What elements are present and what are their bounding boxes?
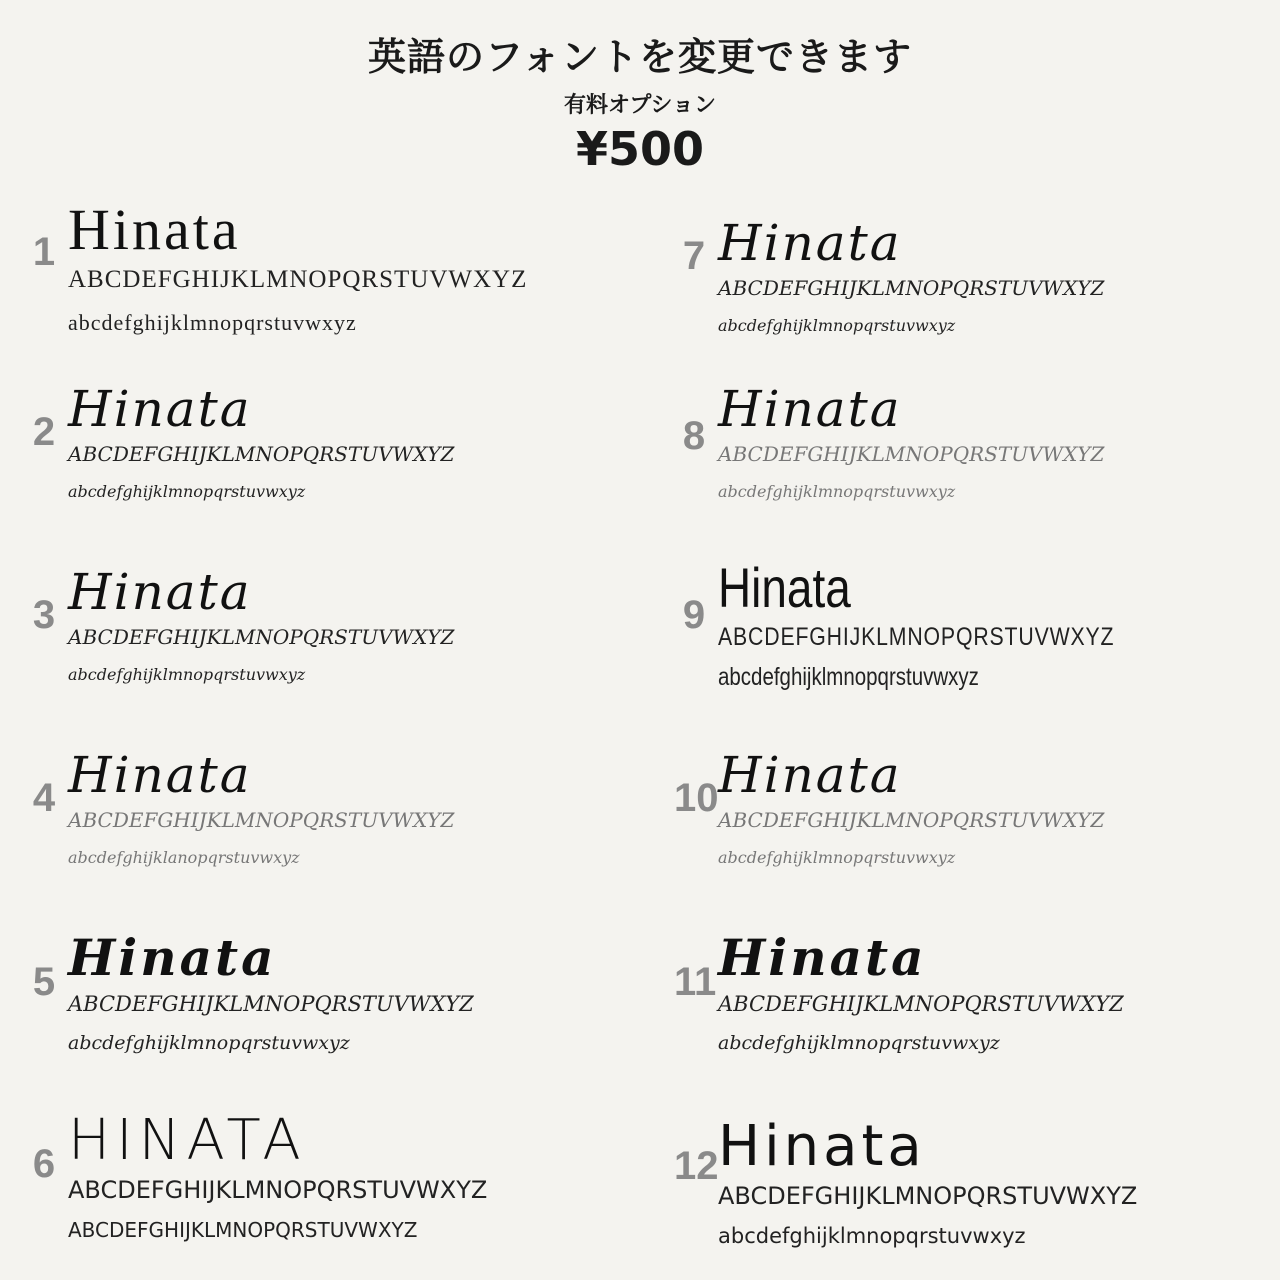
sample-lowercase: ABCDEFGHIJKLMNOPQRSTUVWXYZ — [68, 1218, 418, 1242]
sample-name: Hinata — [718, 928, 927, 987]
sample-lowercase: abcdefghijklmnopqrstuvwxyz — [718, 848, 956, 867]
font-sample-5[interactable] — [32, 912, 658, 1082]
sample-name: Hinata — [68, 563, 252, 621]
sample-name: HINATA — [68, 1108, 307, 1173]
sample-name: Hinata — [718, 380, 902, 438]
sample-number: 5 — [32, 960, 56, 1004]
font-sample-9[interactable] — [682, 545, 1280, 715]
sample-name: Hinata — [68, 197, 241, 262]
sample-uppercase: ABCDEFGHIJKLMNOPQRSTUVWXYZ — [68, 625, 455, 649]
sample-uppercase: ABCDEFGHIJKLMNOPQRSTUVWXYZ — [718, 992, 1124, 1016]
font-sample-7[interactable] — [682, 196, 1280, 366]
sample-name: Hinata — [718, 1114, 926, 1179]
font-sample-3[interactable] — [32, 545, 658, 715]
sample-lowercase: abcdefghijklanopqrstuvwxyz — [68, 848, 300, 867]
font-sample-8[interactable] — [682, 362, 1280, 532]
page-title: 英語のフォントを変更できます — [367, 35, 913, 79]
sample-number: 2 — [32, 410, 56, 454]
sample-name: Hinata — [68, 746, 252, 804]
sample-lowercase: abcdefghijklmnopqrstuvwxyz — [718, 663, 979, 691]
font-sample-1[interactable] — [32, 188, 658, 358]
sample-uppercase: ABCDEFGHIJKLMNOPQRSTUVWXYZ — [68, 808, 455, 832]
sample-uppercase: ABCDEFGHIJKLMNOPQRSTUVWXYZ — [68, 1176, 488, 1204]
sample-number: 11 — [674, 960, 717, 1004]
sample-lowercase: abcdefghijklmnopqrstuvwxyz — [68, 665, 306, 684]
sample-uppercase: ABCDEFGHIJKLMNOPQRSTUVWXYZ — [68, 442, 455, 466]
font-sample-10[interactable] — [674, 728, 1280, 898]
sample-number: 12 — [674, 1144, 719, 1188]
sample-uppercase: ABCDEFGHIJKLMNOPQRSTUVWXYZ — [68, 992, 474, 1016]
sample-name: Hinata — [68, 380, 252, 438]
font-sample-2[interactable] — [32, 362, 658, 532]
font-sample-6[interactable] — [32, 1094, 658, 1264]
sample-uppercase: ABCDEFGHIJKLMNOPQRSTUVWXYZ — [718, 808, 1105, 832]
sample-number: 9 — [682, 593, 706, 637]
sample-uppercase: ABCDEFGHIJKLMNOPQRSTUVWXYZ — [718, 276, 1105, 300]
sample-name: Hinata — [718, 556, 851, 619]
sample-uppercase: ABCDEFGHIJKLMNOPQRSTUVWXYZ — [718, 623, 1115, 651]
sample-lowercase: abcdefghijklmnopqrstuvwxyz — [718, 316, 956, 335]
sample-number: 8 — [682, 414, 706, 458]
sample-number: 3 — [32, 593, 56, 637]
sample-lowercase: abcdefghijklmnopqrstuvwxyz — [718, 1032, 1000, 1054]
sample-number: 6 — [32, 1142, 56, 1186]
sample-lowercase: abcdefghijklmnopqrstuvwxyz — [718, 482, 956, 501]
sample-number: 7 — [682, 234, 706, 278]
price: ¥500 — [575, 122, 705, 176]
sample-name: Hinata — [718, 214, 902, 272]
font-sample-4[interactable] — [32, 728, 658, 898]
sample-name: Hinata — [68, 928, 277, 987]
sample-lowercase: abcdefghijklmnopqrstuvwxyz — [718, 1224, 1026, 1248]
sample-uppercase: ABCDEFGHIJKLMNOPQRSTUVWXYZ — [68, 266, 528, 293]
sample-number: 1 — [32, 230, 56, 274]
sample-number: 10 — [674, 776, 719, 820]
font-sample-12[interactable] — [674, 1100, 1280, 1270]
sample-lowercase: abcdefghijklmnopqrstuvwxyz — [68, 1032, 350, 1054]
sample-uppercase: ABCDEFGHIJKLMNOPQRSTUVWXYZ — [718, 442, 1105, 466]
sample-lowercase: abcdefghijklmnopqrstuvwxyz — [68, 482, 306, 501]
sample-name: Hinata — [718, 746, 902, 804]
sample-uppercase: ABCDEFGHIJKLMNOPQRSTUVWXYZ — [718, 1182, 1138, 1210]
font-sample-11[interactable] — [674, 912, 1280, 1082]
sample-number: 4 — [32, 776, 56, 820]
option-label: 有料オプション — [563, 93, 717, 118]
sample-lowercase: abcdefghijklmnopqrstuvwxyz — [68, 310, 357, 335]
